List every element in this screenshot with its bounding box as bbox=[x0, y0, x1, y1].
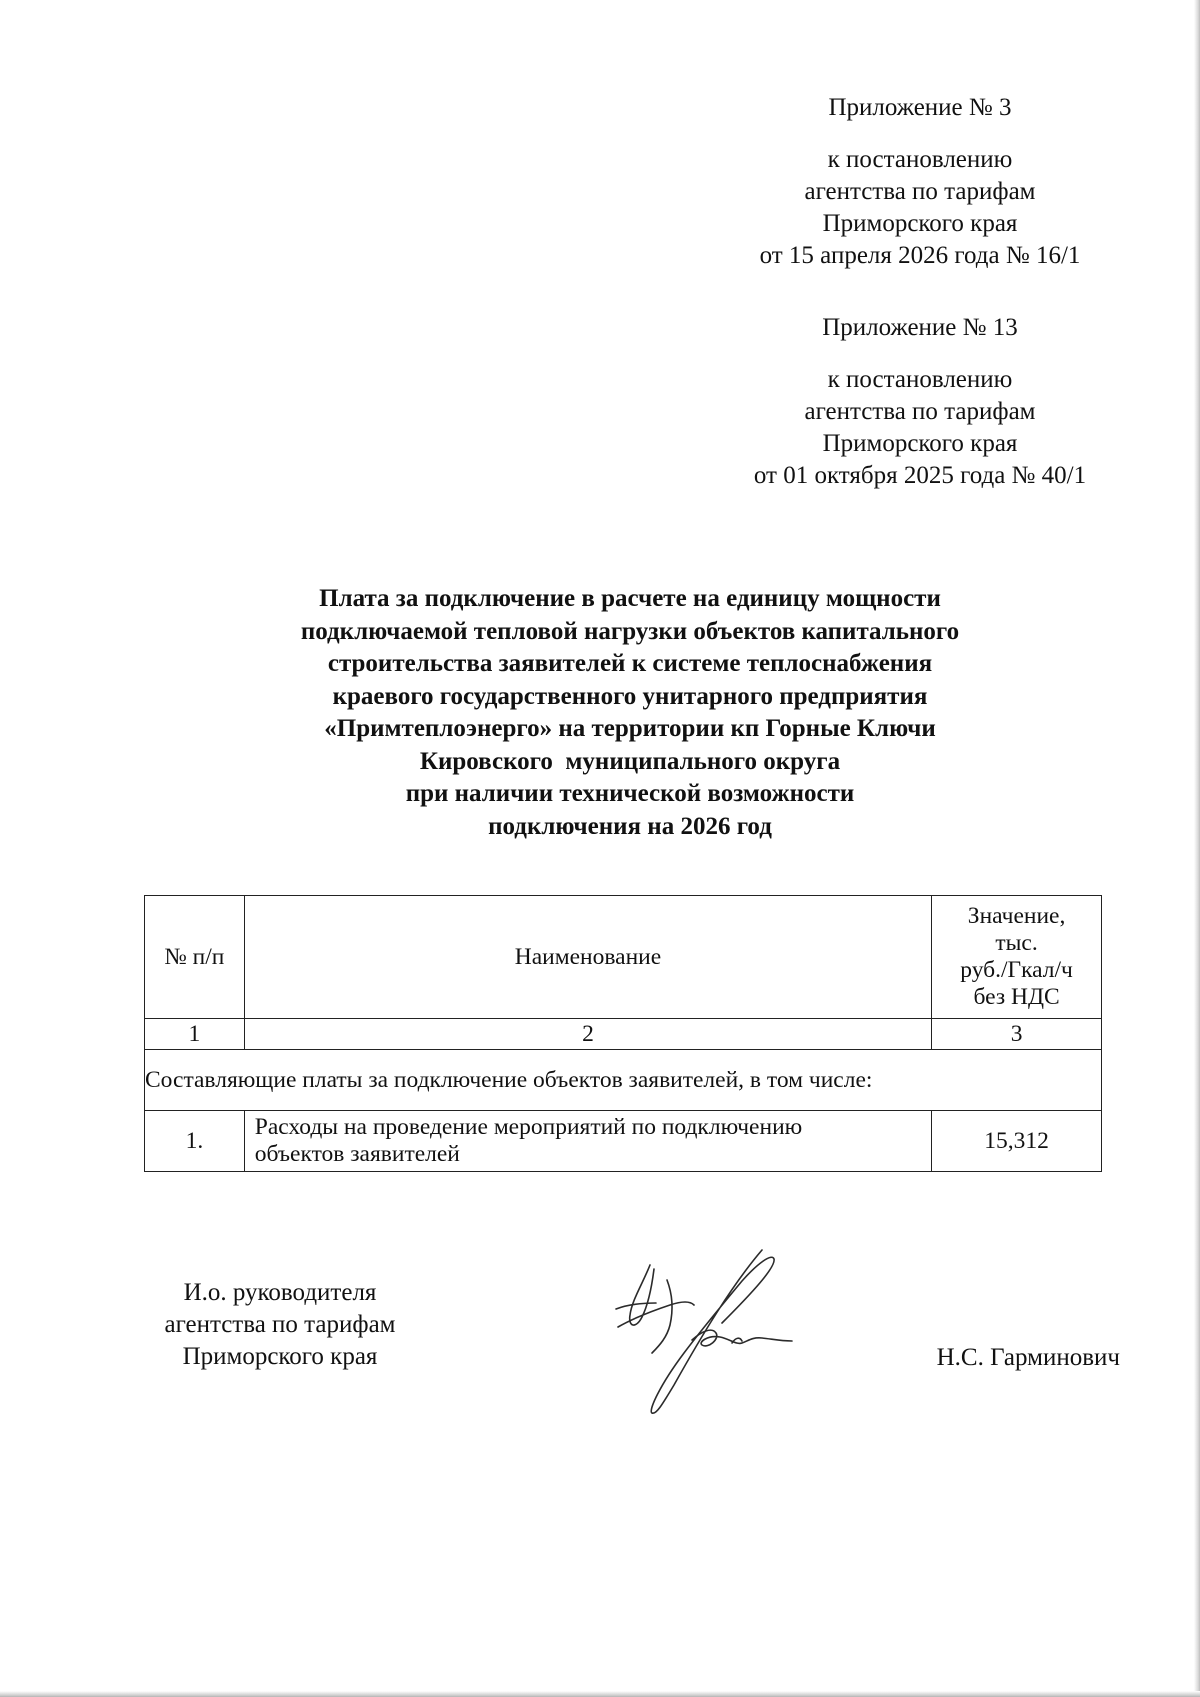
appendix-current-date: от 15 апреля 2026 года № 16/1 bbox=[759, 242, 1081, 269]
appendix-current-block bbox=[700, 92, 1140, 272]
document-title bbox=[150, 583, 1110, 843]
row-name-line: Расходы на проведение мероприятий по подключению bbox=[254, 1114, 803, 1140]
signatory-position-line: Приморского края bbox=[182, 1343, 378, 1370]
title-line: подключения на 2026 год bbox=[488, 812, 772, 840]
header-value-line: Значение, bbox=[967, 903, 1066, 929]
row-name bbox=[244, 1111, 931, 1172]
signer-name: Н.С. Гарминович bbox=[936, 1344, 1120, 1371]
appendix-current-line: агентства по тарифам bbox=[804, 178, 1036, 205]
row-name-line: объектов заявителей bbox=[254, 1141, 460, 1167]
appendix-original-number: Приложение № 13 bbox=[822, 314, 1018, 341]
appendix-current-number: Приложение № 3 bbox=[828, 94, 1012, 121]
appendix-original-line: агентства по тарифам bbox=[804, 398, 1036, 425]
title-line: краевого государственного унитарного предприятия bbox=[332, 682, 928, 710]
title-line: при наличии технической возможности bbox=[405, 780, 855, 807]
header-value bbox=[932, 896, 1102, 1019]
appendix-original-date: от 01 октября 2025 года № 40/1 bbox=[753, 462, 1087, 489]
signatory-position-line: И.о. руководителя bbox=[183, 1279, 377, 1306]
title-line: Плата за подключение в расчете на единицу мощности bbox=[319, 585, 941, 612]
signatory-position-line: агентства по тарифам bbox=[164, 1311, 396, 1338]
title-line: строительства заявителей к системе теплоснабжения bbox=[327, 650, 933, 677]
handwritten-signature bbox=[612, 1245, 822, 1420]
tariff-table bbox=[144, 895, 1102, 1172]
index-cell: 1 bbox=[145, 1019, 245, 1050]
header-value-line: руб./Гкал/ч bbox=[960, 957, 1073, 983]
table-index-row bbox=[145, 1019, 1102, 1050]
title-line: подключаемой тепловой нагрузки объектов капитального bbox=[300, 617, 960, 645]
appendix-current-line: Приморского края bbox=[822, 210, 1018, 237]
row-num: 1. bbox=[145, 1111, 245, 1172]
appendix-original-block bbox=[700, 312, 1140, 492]
table-row bbox=[145, 1111, 1102, 1172]
title-line: «Примтеплоэнерго» на территории кп Горные Ключи bbox=[324, 715, 936, 742]
row-value: 15,312 bbox=[932, 1111, 1102, 1172]
appendix-current-line: к постановлению bbox=[827, 146, 1013, 173]
page-edge-bottom bbox=[0, 1691, 1200, 1697]
title-line: Кировского муниципального округа bbox=[419, 747, 841, 775]
header-name: Наименование bbox=[244, 896, 931, 1019]
table-header-row bbox=[145, 896, 1102, 1019]
appendix-original-line: Приморского края bbox=[822, 430, 1018, 457]
section-label: Составляющие платы за подключение объектов заявителей, в том числе: bbox=[145, 1050, 1102, 1111]
header-value-line: без НДС bbox=[973, 984, 1060, 1010]
index-cell: 2 bbox=[244, 1019, 931, 1050]
table-section-row bbox=[145, 1050, 1102, 1111]
header-value-line: тыс. bbox=[995, 930, 1038, 956]
page-edge-right bbox=[1194, 0, 1200, 1697]
header-num: № п/п bbox=[145, 896, 245, 1019]
signatory-position bbox=[130, 1277, 430, 1373]
index-cell: 3 bbox=[932, 1019, 1102, 1050]
appendix-original-line: к постановлению bbox=[827, 366, 1013, 393]
